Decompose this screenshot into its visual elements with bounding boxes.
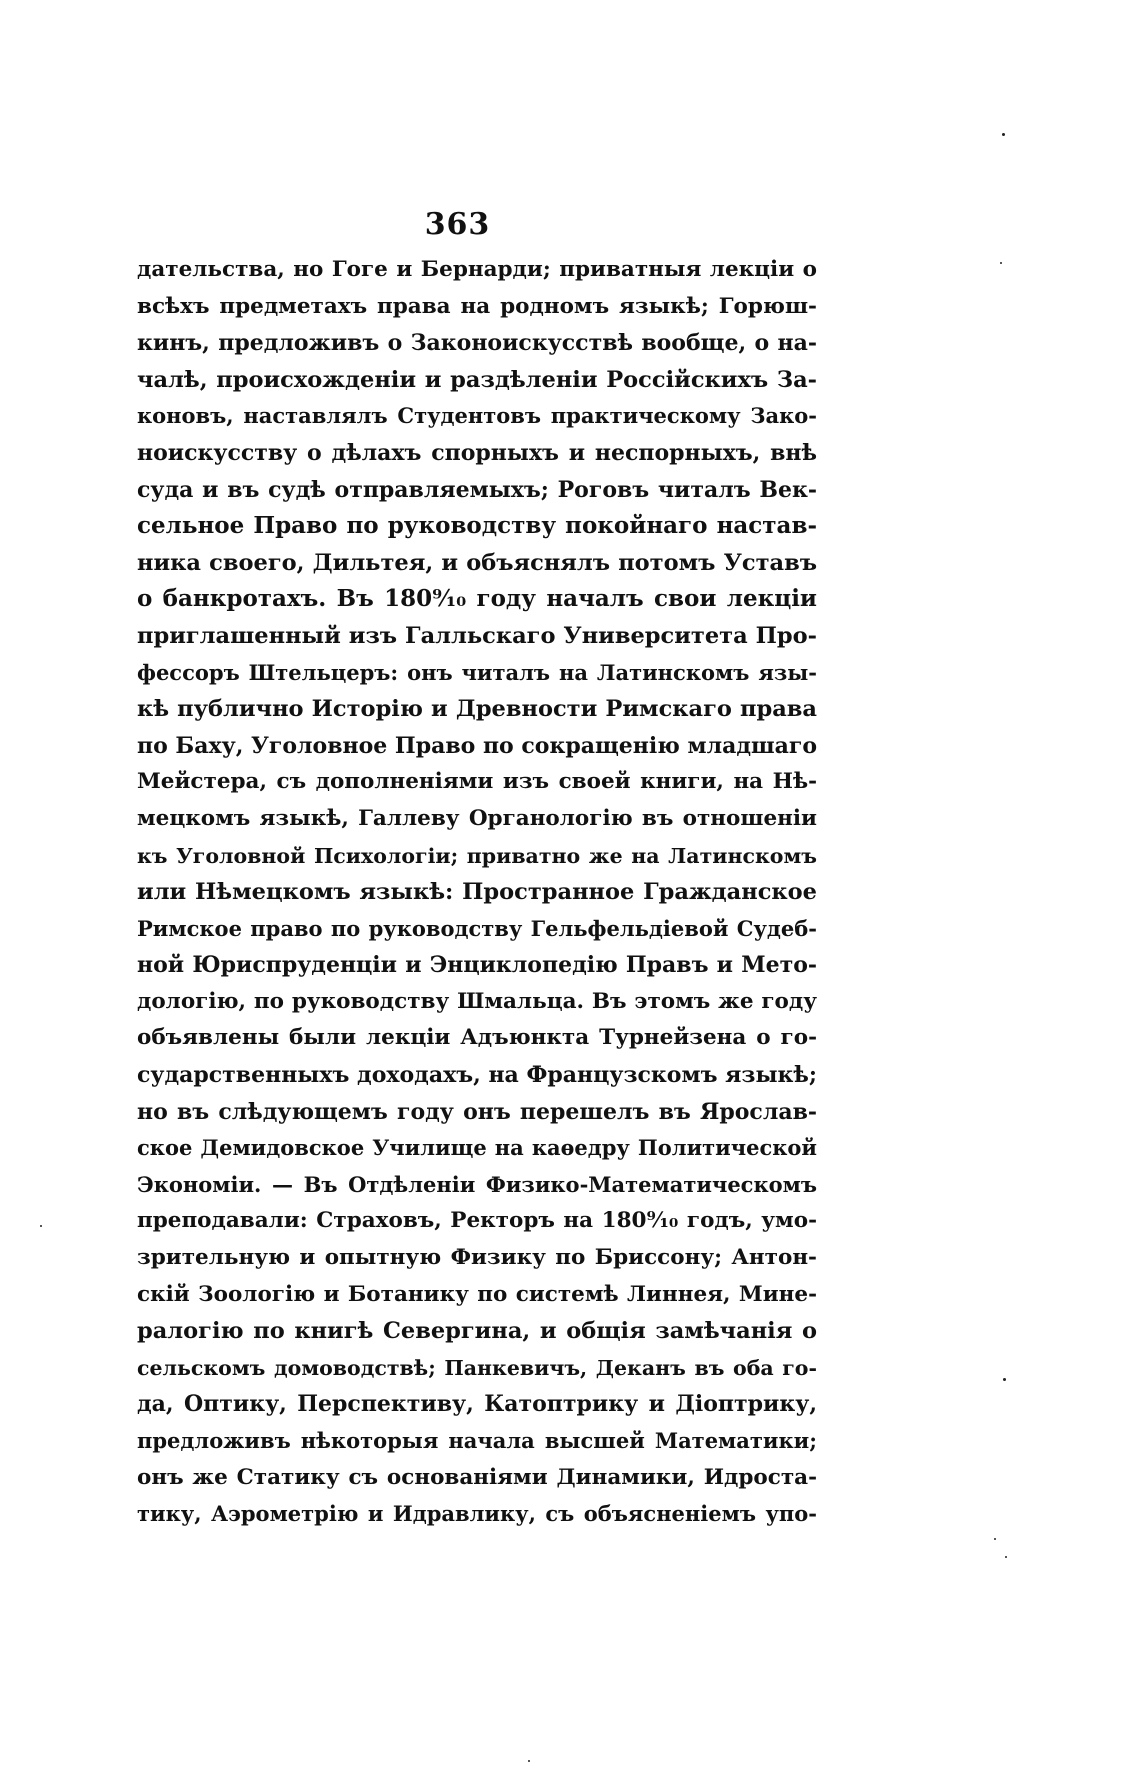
text-line: дологію, по руководству Шмальца. Въ этомъ же году (137, 988, 817, 1014)
text-line: ское Демидовское Училище на каѳедру Политической (137, 1135, 817, 1161)
text-line: тику, Аэрометрію и Идравлику, съ объясненіемъ упо- (137, 1501, 817, 1527)
scan-speck (40, 1225, 42, 1227)
text-line: сударственныхъ доходахъ, на Французскомъ языкѣ; (137, 1062, 817, 1089)
text-line: скій Зоологію и Ботанику по системѣ Линнея, Мине- (137, 1281, 817, 1307)
text-line: Мейстера, съ дополненіями изъ своей книги, на Нѣ- (137, 769, 817, 795)
text-line: всѣхъ предметахъ права на родномъ языкѣ; Горюш- (137, 293, 817, 319)
text-line: приглашенный изъ Галльскаго Университета Про- (137, 622, 817, 649)
text-line: по Баху, Уголовное Право по сокращенію младшаго (137, 732, 817, 759)
text-line: ралогію по книгѣ Севергина, и общія замѣчанія о (137, 1318, 817, 1345)
text-line: ноискусству о дѣлахъ спорныхъ и неспорныхъ, внѣ (137, 439, 817, 466)
text-line: кѣ публично Исторію и Древности Римскаго права (137, 696, 817, 723)
text-line: суда и въ судѣ отправляемыхъ; Роговъ читалъ Век- (137, 476, 817, 503)
scan-speck (1005, 1556, 1007, 1558)
text-line: предложивъ нѣкоторыя начала высшей Математики; (137, 1428, 817, 1453)
scan-speck (528, 1760, 530, 1762)
text-line: чалѣ, происхожденіи и раздѣленіи Россійскихъ За- (137, 366, 817, 393)
text-line: сельскомъ домоводствѣ; Панкевичъ, Деканъ въ оба го- (137, 1355, 817, 1380)
text-line: кинъ, предложивъ о Законоискусствѣ вообще, о на- (137, 330, 817, 357)
text-line: преподавали: Страховъ, Ректоръ на 180⁹⁄₁₀ годъ, умо- (137, 1208, 817, 1234)
text-line: дательства, но Гоге и Бернарди; приватныя лекціи о (137, 257, 817, 282)
body-text (137, 252, 817, 1533)
text-line: Римское право по руководству Гельфельдіевой Судеб- (137, 915, 817, 941)
text-line: Экономіи. — Въ Отдѣленіи Физико-Математическомъ (137, 1171, 817, 1197)
text-line: да, Оптику, Перспективу, Катоптрику и Діоптрику, (137, 1391, 817, 1418)
text-line: о банкротахъ. Въ 180⁹⁄₁₀ году началъ свои лекціи (137, 585, 817, 613)
scan-speck (994, 1538, 996, 1540)
text-line: но въ слѣдующемъ году онъ перешелъ въ Ярослав- (137, 1098, 817, 1125)
text-line: мецкомъ языкѣ, Галлеву Органологію въ отношеніи (137, 805, 817, 831)
text-line: ной Юриспруденціи и Энциклопедію Правъ и Мето- (137, 952, 817, 979)
text-line: коновъ, наставлялъ Студентовъ практическому Зако- (137, 403, 817, 429)
text-line: ника своего, Дильтея, и объяснялъ потомъ Уставъ (137, 549, 817, 576)
text-line: къ Уголовной Психологіи; приватно же на Латинскомъ (137, 843, 817, 868)
text-line: онъ же Статику съ основаніями Динамики, Идроста- (137, 1464, 817, 1490)
text-line: зрительную и опытную Физику по Бриссону; Антон- (137, 1245, 817, 1271)
text-line: сельное Право по руководству покойнаго настав- (137, 512, 817, 540)
text-line: или Нѣмецкомъ языкѣ: Пространное Гражданское (137, 879, 817, 906)
text-line: объявлены были лекціи Адъюнкта Турнейзена о го- (137, 1025, 817, 1051)
scan-speck (1002, 133, 1005, 136)
scan-speck (1000, 262, 1002, 264)
scan-speck (1003, 1378, 1006, 1381)
text-line: фессоръ Штельцеръ: онъ читалъ на Латинскомъ язы- (137, 659, 817, 685)
page-number: 363 (424, 207, 491, 242)
